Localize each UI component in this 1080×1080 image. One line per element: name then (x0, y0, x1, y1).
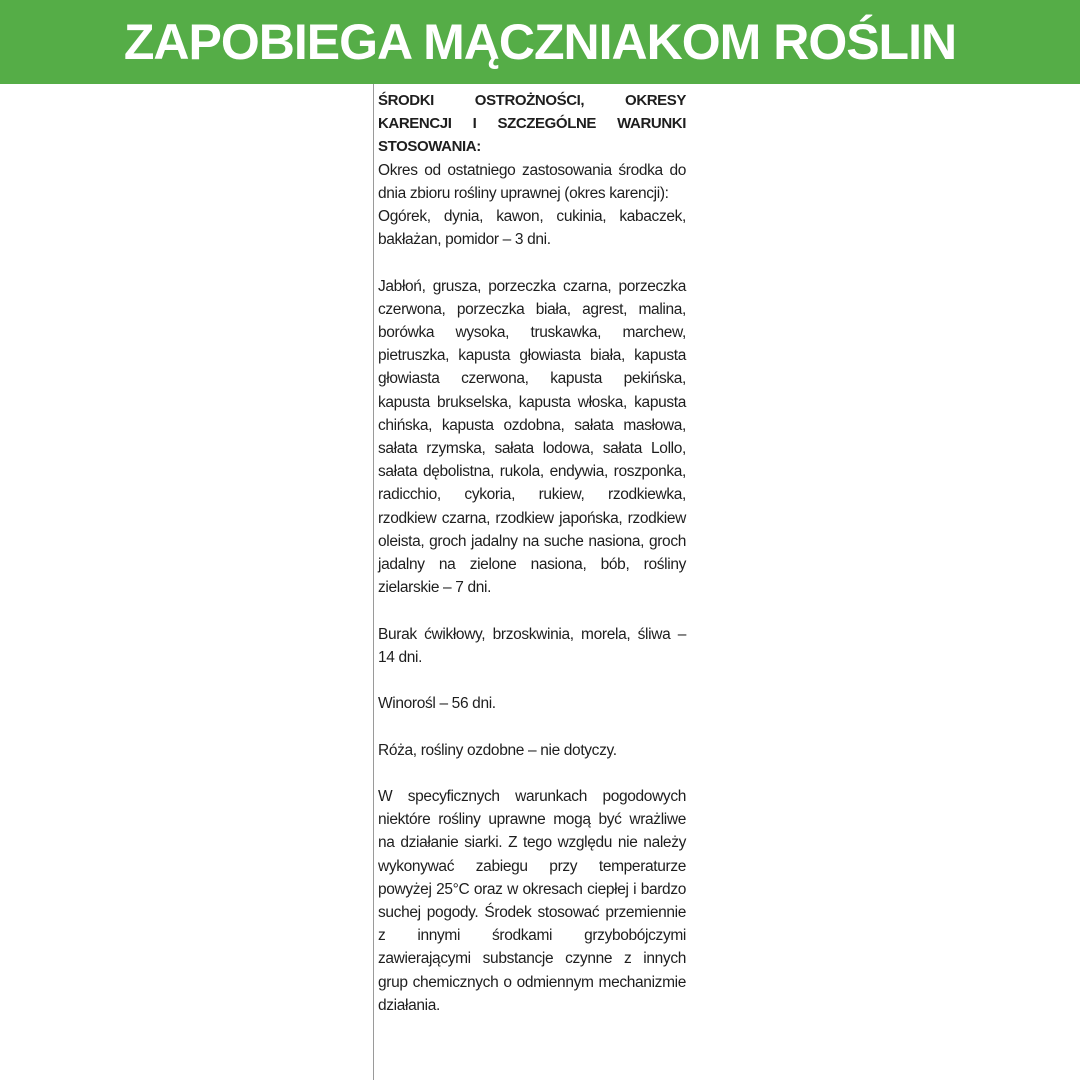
title-banner (0, 0, 1080, 84)
page-title: ZAPOBIEGA MĄCZNIAKOM ROŚLIN (123, 14, 957, 70)
not-applicable: Róża, rośliny ozdobne – nie dotyczy. (378, 741, 617, 759)
column-divider (373, 84, 374, 1080)
warning-paragraph: W specyficznych warunkach pogodowych niektóre rośliny uprawne mogą być wrażliwe na działanie siarki. Z tego względu nie należy wykonywać zabiegu przy temperaturze powyżej 25°C oraz w okresach ciepłej i bardzo suchej pogody. Środek stosować przemiennie z innymi środkami grzybobójczymi zawierającymi substancje czynne z innych grup chemicznych o odmiennym mechanizmie działania. (378, 788, 686, 1014)
karencja-7-days: Jabłoń, grusza, porzeczka czarna, porzeczka czerwona, porzeczka biała, agrest, malina, borówka wysoka, truskawka, marchew, pietruszka, kapusta głowiasta biała, kapusta głowiasta czerwona, kapusta pekińska, kapusta brukselska, kapusta włoska, kapusta chińska, kapusta ozdobna, sałata masłowa, sałata rzymska, sałata lodowa, sałata Lollo, sałata dębolistna, rukola, endywia, roszponka, radicchio, cykoria, rukiew, rzodkiewka, rzodkiew czarna, rzodkiew japońska, rzodkiew oleista, groch jadalny na suche nasiona, groch jadalny na zielone nasiona, bób, rośliny zielarskie – 7 dni. (378, 277, 686, 597)
karencja-14-days: Burak ćwikłowy, brzoskwinia, morela, śliwa – 14 dni. (378, 625, 686, 666)
karencja-56-days: Winorośl – 56 dni. (378, 695, 496, 713)
karencja-3-days: Ogórek, dynia, kawon, cukinia, kabaczek, bakłażan, pomidor – 3 dni. (378, 208, 686, 249)
karencja-intro: Okres od ostatniego zastosowania środka do dnia zbioru rośliny uprawnej (okres karencji): (378, 161, 686, 202)
section-heading: ŚRODKI OSTROŻNOŚCI, OKRESY KARENCJI I SZCZEGÓLNE WARUNKI STOSOWANIA: (378, 92, 686, 156)
text-column (378, 89, 686, 1017)
